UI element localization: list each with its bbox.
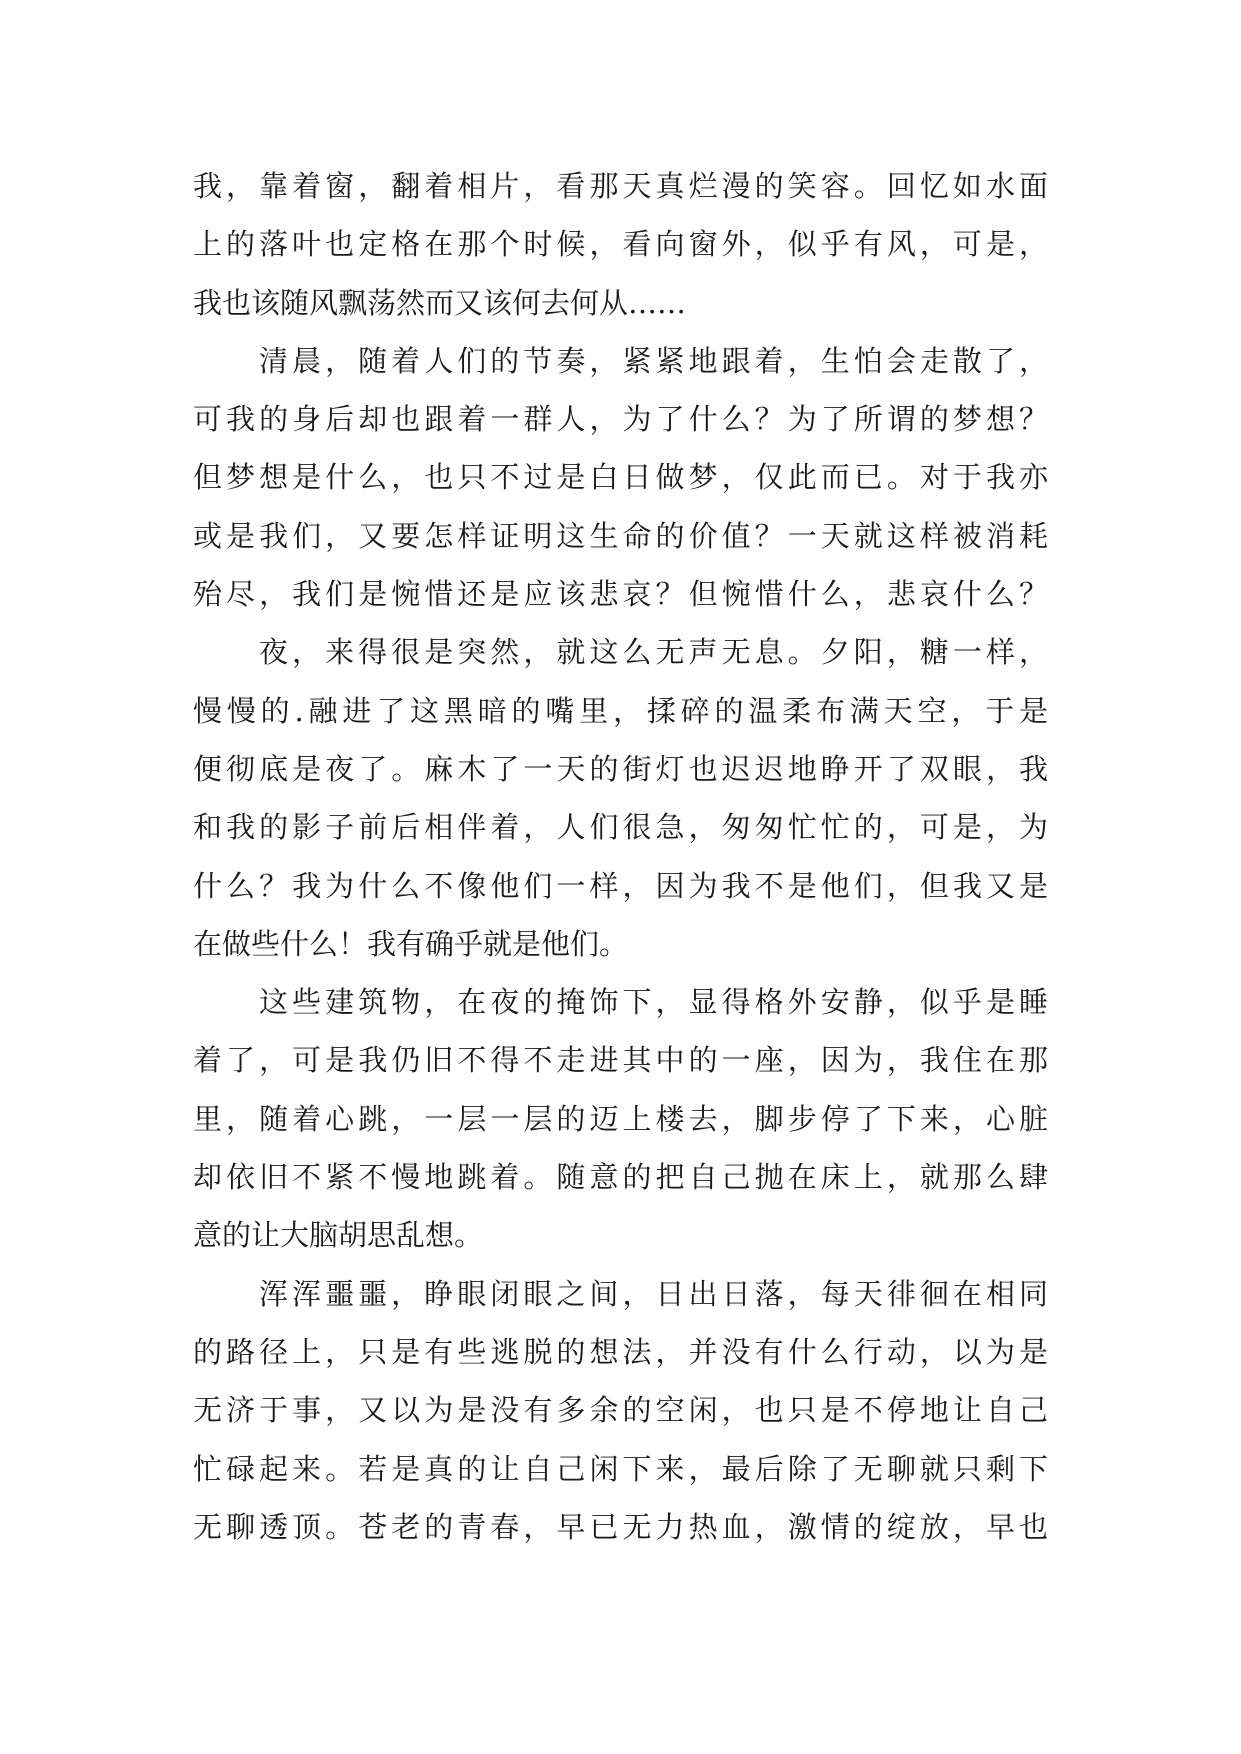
text-line: 我，靠着窗，翻着相片，看那天真烂漫的笑容。回忆如水面	[193, 169, 1048, 203]
paragraph-first-line: 清晨，随着人们的节奏，紧紧地跟着，生怕会走散了，	[259, 343, 1048, 378]
paragraph-first-line: 这些建筑物，在夜的掩饰下，显得格外安静，似乎是睡	[259, 985, 1048, 1020]
text-line: 慢慢的.融进了这黑暗的嘴里，揉碎的温柔布满天空，于是	[193, 693, 1048, 728]
text-line: 着了，可是我仍旧不得不走进其中的一座，因为，我住在那	[193, 1043, 1048, 1078]
text-line: 的路径上，只是有些逃脱的想法，并没有什么行动，以为是	[193, 1334, 1048, 1369]
text-line: 可我的身后却也跟着一群人，为了什么？为了所谓的梦想？	[193, 402, 1048, 437]
text-line: 无济于事，又以为是没有多余的空闲，也只是不停地让自己	[193, 1393, 1048, 1428]
text-line: 里，随着心跳，一层一层的迈上楼去，脚步停了下来，心脏	[193, 1101, 1048, 1136]
document-body	[193, 157, 1048, 1556]
text-line: 上的落叶也定格在那个时候，看向窗外，似乎有风，可是，	[193, 227, 1048, 262]
text-line: 却依旧不紧不慢地跳着。随意的把自己抛在床上，就那么肆	[193, 1160, 1048, 1195]
text-line: 忙碌起来。若是真的让自己闲下来，最后除了无聊就只剩下	[193, 1451, 1048, 1486]
text-line: 无聊透顶。苍老的青春，早已无力热血，激情的绽放，早也	[193, 1509, 1048, 1544]
text-line: 我也该随风飘荡然而又该何去何从……	[193, 285, 687, 320]
paragraph-first-line: 夜，来得很是突然，就这么无声无息。夕阳，糖一样，	[259, 635, 1048, 670]
text-line: 或是我们，又要怎样证明这生命的价值？一天就这样被消耗	[193, 518, 1048, 553]
text-line: 意的让大脑胡思乱想。	[193, 1218, 484, 1253]
text-line: 什么？我为什么不像他们一样，因为我不是他们，但我又是	[193, 868, 1048, 903]
text-line: 但梦想是什么，也只不过是白日做梦，仅此而已。对于我亦	[193, 460, 1048, 495]
text-line: 便彻底是夜了。麻木了一天的街灯也迟迟地睁开了双眼，我	[193, 751, 1048, 786]
text-line: 殆尽，我们是惋惜还是应该悲哀？但惋惜什么，悲哀什么？	[193, 577, 1048, 612]
paragraph-first-line: 浑浑噩噩，睁眼闭眼之间，日出日落，每天徘徊在相同	[259, 1276, 1048, 1311]
text-line: 在做些什么！我有确乎就是他们。	[193, 926, 629, 961]
text-line: 和我的影子前后相伴着，人们很急，匆匆忙忙的，可是，为	[193, 810, 1048, 845]
